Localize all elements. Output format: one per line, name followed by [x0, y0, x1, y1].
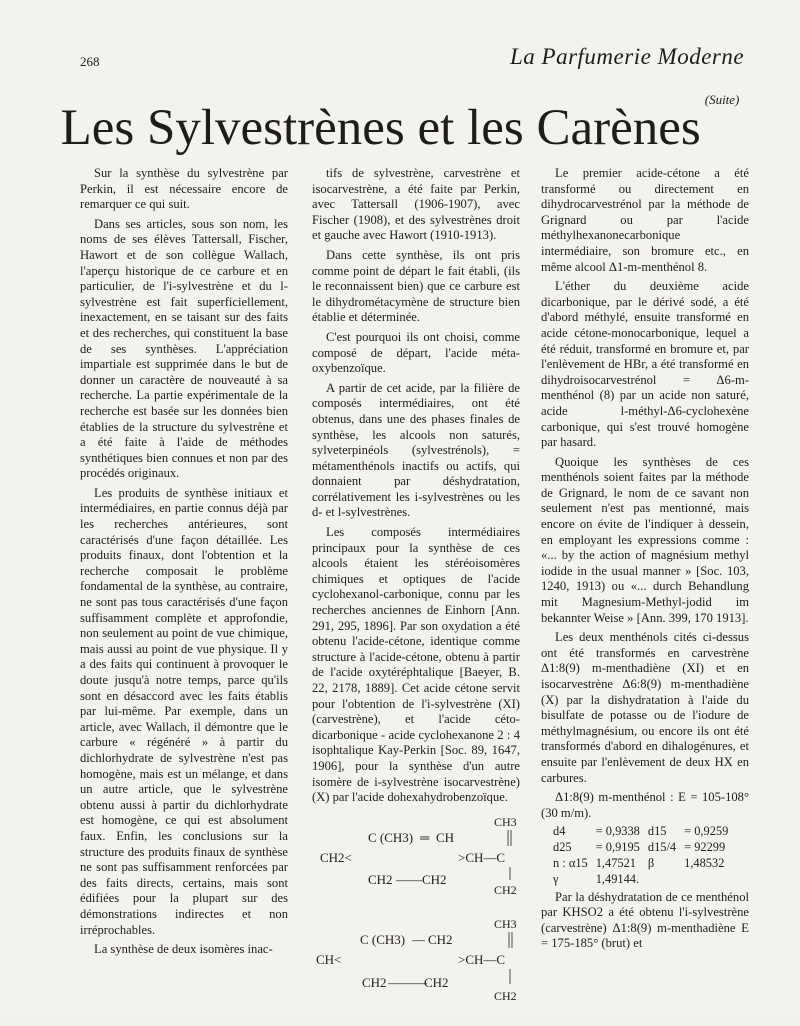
paragraph: L'éther du deuxième acide dicarbonique, par le dérivé sodé, a été d'abord méthylé, ensuite transformé en acide cétone-monocarbonique, lequel a été réduit, transformé en bromure et, par l'enlèvement de HBr, a été transformé en dihydroisocarvestrénol = Δ6-m-menthénol (8) par un acide non saturé, acide l-méthyl-Δ6-cyclohexène carbonique, qui s'est trouvé homogène par hasard.	[541, 279, 749, 450]
article-suite: (Suite)	[704, 92, 740, 107]
paragraph: A partir de cet acide, par la filière de composés intermédiaires, ont été obtenus, dans une des phases finales de synthèse, les alcools non saturés, sylveterpinéols (sylvestrénols), = métamenthénols inactifs ou actifs, qui donnaient par déshydratation, corrélativement les i-sylvestrènes ou les d- et l-sylvestrènes.	[312, 380, 520, 520]
table-row	[553, 872, 736, 888]
f1-top-mid: ═	[420, 829, 430, 845]
physical-constants-table	[553, 824, 736, 887]
paragraph: Dans ses articles, sous son nom, les noms de ses élèves Tattersall, Fischer, Hawort et de son collègue Wallach, l'aperçu historique de ce carbure et en particulier, de l'i-sylvestrène et du l-sylvestrène est fait superficiellement, inexactement, en se taisant sur des faits et des recherches, qui constituent la base de ses synthèses. L'appréciation impartiale est supprimée dans le but de donner un caractère de nouveauté à sa recherche. La partie expérimentale de la recherche est basée sur les données bien établies de la structure du sylvestrène et a été faite à l'aide de méthodes synthétiques bien connues et non par des procédés originaux.	[80, 216, 288, 481]
table-row	[553, 856, 736, 872]
table-row	[553, 824, 736, 840]
article-title: Les Sylvestrènes et les Carènes	[60, 100, 701, 156]
column-3	[541, 166, 749, 952]
paragraph: Par la déshydratation de ce menthénol par KHSO2 a été obtenu l'i-sylvestrène (carvestrène) Δ1:8(9) m-menthadiène E = 175-185° (brut) et	[541, 889, 749, 951]
f1-ch2-bottom: CH2	[494, 882, 517, 897]
formula-diagram	[312, 812, 520, 1022]
f1-bottom-right: CH2	[422, 871, 447, 887]
paragraph: Sur la synthèse du sylvestrène par Perkin, il est nécessaire encore de remarquer ce qui suit.	[80, 166, 288, 212]
constant-label: n : α15	[553, 855, 588, 870]
paragraph: tifs de sylvestrène, carvestrène et isocarvestrène, a été faite par Perkin, avec Tattersall (1906-1907), avec Fischer (1908), et des sylvestrènes droit et gauche avec Hawort (1910-1913).	[312, 166, 520, 243]
f2-bottom-left: CH2	[362, 974, 387, 990]
paragraph: Dans cette synthèse, ils ont pris comme point de départ le fait établi, (ils le reconnaissent bien) que ce carbure est le dihydrométacymène de structure bien établie et déterminée.	[312, 247, 520, 325]
structural-formulas	[312, 812, 520, 1022]
paragraph: Δ1:8(9) m-menthénol : E = 105-108° (30 m/m).	[541, 790, 749, 820]
page-number: 268	[80, 54, 100, 69]
column-2	[312, 166, 520, 1022]
constant-label: d15/4	[647, 840, 677, 855]
f2-mid-right: >CH—C	[458, 951, 506, 967]
f1-bottom-dash: ——	[396, 871, 422, 887]
constant-label: d25	[553, 840, 572, 855]
f2-ch2-bottom: CH2	[494, 988, 517, 1003]
f1-top-right: CH	[436, 829, 455, 845]
paragraph: Le premier acide-cétone a été transformé ou directement en dihydrocarvestrénol par la méthode de Grignard ou par l'acide méthylhexanonecarbonique intermédiaire, son bromure etc., en même alcool Δ1-m-menthénol 8.	[541, 166, 749, 274]
f2-top-left: C (CH3)	[360, 931, 406, 947]
constant-label: γ	[553, 871, 559, 886]
constant-value: = 92299	[684, 840, 726, 855]
column-1	[80, 166, 288, 958]
constant-value: = 0,9195	[595, 840, 640, 855]
f1-bottom-left: CH2	[368, 871, 393, 887]
running-title: La Parfumerie Moderne	[510, 44, 745, 69]
f1-mid-right: >CH—C	[458, 849, 506, 865]
constant-value: 1,48532	[684, 855, 725, 870]
constant-value: = 0,9338	[595, 824, 640, 839]
f2-left: CH<	[316, 951, 342, 967]
article-title-block	[0, 92, 800, 157]
paragraph: Les produits de synthèse initiaux et intermédiaires, en partie connus déjà par les recherches antérieures, sont caractérisés d'une façon détaillée. Les produits finaux, dont l'obtention et la recherche composait le problème fondamental de la synthèse, au contraire, ne sont pas tous caractérisés d'une façon suffisamment complète et approfondie, non seulement au point de vue chimique, mais aussi au point de vue physique. Il y a des faits qui continuent à provoquer le doute jusqu'à notre temps, parce qu'ils sont en désaccord avec les faits établis par lui-même. Par exemple, dans un article, avec Wallach, il démontre que le carbure « régénéré » à partir du dichlorhydrate de sylvestrène n'est pas homogène, mais est un mélange, et dans un autre article, que le sylvestrène obtenu aussi à partir du dichlorhydrate est homogène, ce qui est absolument faux. Enfin, les conclusions sur la structure des produits finaux de synthèse ne sont pas suffisamment renforcées par des faits directs, certains, mais sont édifiées pour la plupart sur des démonstrations indirectes et non irréprochables.	[80, 485, 288, 937]
paragraph: Les deux menthénols cités ci-dessus ont été transformés en carvestrène Δ1:8(9) m-menthadiène (XI) et en isocarvestrène Δ6:8(9) m-menthadiène (X) par la dishydratation à l'aide du bisulfate de potasse ou de l'iodure de méthylmagnésium, ou encore ils ont été transformés d'abord en dihalogénures, et ensuite par l'enlèvement de deux HX en carbures.	[541, 630, 749, 785]
constant-label: β	[647, 855, 655, 870]
f2-bottom-right: CH2	[424, 974, 449, 990]
paragraph: Quoique les synthèses de ces menthénols soient faites par la méthode de Grignard, le nom de ce savant non seulement n'est pas mentionné, mais encore on évite de l'indiquer à dessein, en employant les expressions comme : «... by the action of magnésium methyl iodide in the usual manner » [Soc. 103, 1240, 1913) ou «... durch Behandlung mit Magnesium-Methyl-jodid im bekannter Weise » [Ann. 399, 170 1913].	[541, 454, 749, 625]
constant-value: 1,47521	[595, 855, 636, 870]
f1-left: CH2<	[320, 849, 352, 865]
constant-label: d4	[553, 824, 566, 839]
f2-ch3-top: CH3	[494, 916, 517, 931]
constant-value: = 0,9259	[684, 824, 729, 839]
f1-ch3-top: CH3	[494, 814, 517, 829]
table-row	[553, 840, 736, 856]
f2-top-mid: —	[412, 931, 425, 947]
constant-label: d15	[647, 824, 667, 839]
f2-bottom-dash: ———	[388, 974, 427, 990]
constant-value: 1,49144.	[595, 871, 640, 886]
paragraph: La synthèse de deux isomères inac-	[94, 942, 273, 957]
f2-top-right: CH2	[428, 931, 453, 947]
paragraph: C'est pourquoi ils ont choisi, comme composé de départ, l'acide méta-oxybenzoïque.	[312, 329, 520, 376]
paragraph: Les composés intermédiaires principaux pour la synthèse de ces alcools étaient les stéréoisomères chimiques et optiques de l'acide cyclohexanol-carbonique, connu par les recherches anciennes de Einhorn [Ann. 291, 295, 1896]. Par son oxydation a été obtenu l'acide-cétone, identique comme structure à l'acide-cétone, obtenu à partir de l'acide oxytéréphtalique [Baeyer, B. 22, 2178, 1889]. Cet acide cétone servit pour l'obtention de l'i-sylvestrène (XI) (carvestrène), et l'acide céto-dicarbonique - acide cyclohexanone 2 : 4 isophtalique Kay-Perkin [Soc. 89, 1647, 1906], pour la synthèse d'un autre isomère de i-sylvestrène isocarvestrène) (X) par l'acide dohexahydrobenzoïque.	[312, 525, 520, 805]
f1-top-left: C (CH3)	[368, 829, 414, 845]
